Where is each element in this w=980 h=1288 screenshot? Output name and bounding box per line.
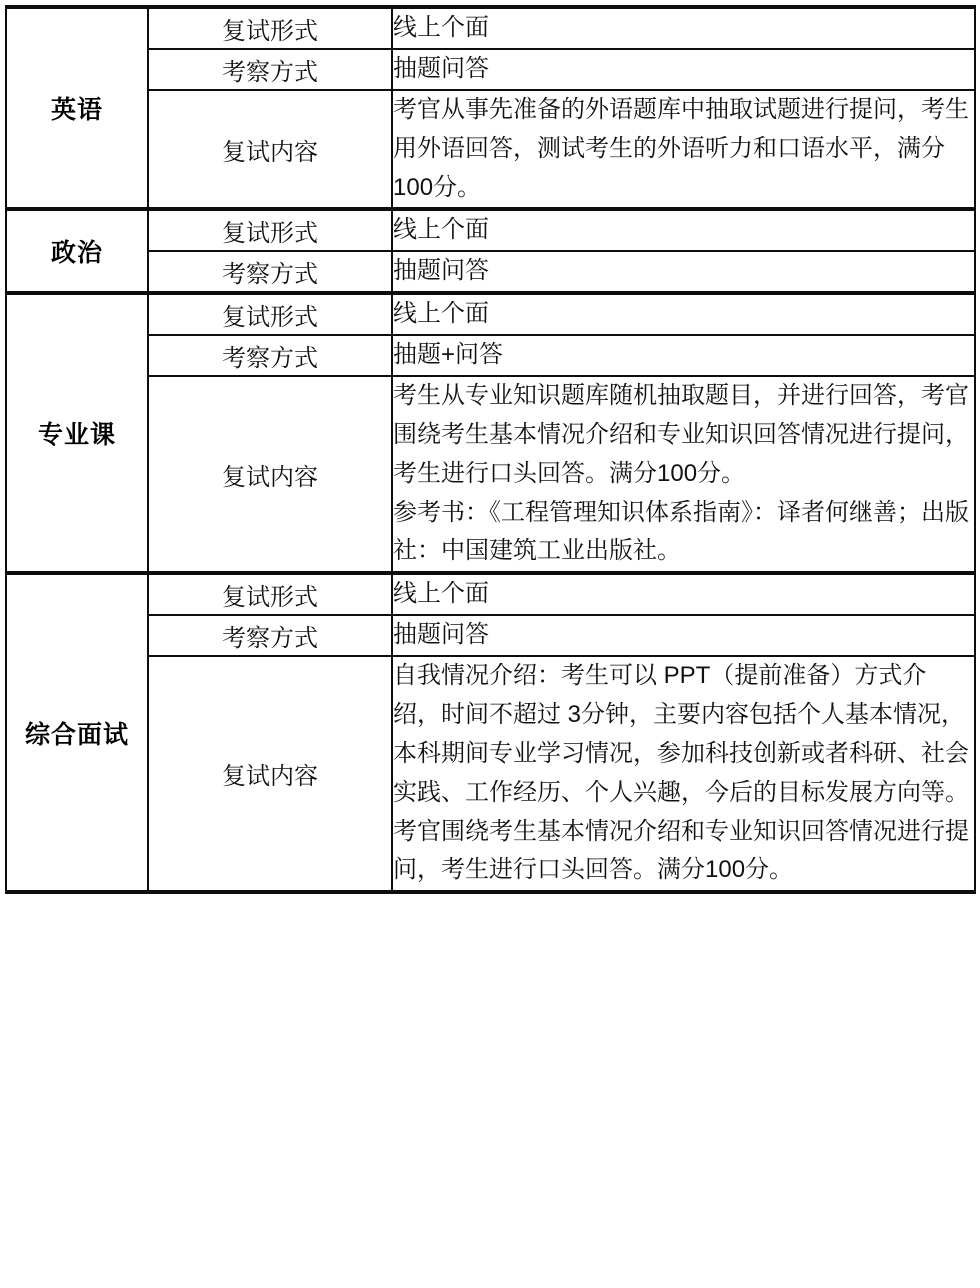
content-paragraph: 考生从专业知识题库随机抽取题目，并进行回答，考官围绕考生基本情况介绍和专业知识回答情况进行提问，考生进行口头回答。满分100分。 xyxy=(393,381,969,487)
row-content-cell xyxy=(392,335,975,376)
row-content-cell xyxy=(392,656,975,892)
row-label-cell: 考察方式 xyxy=(148,335,392,376)
content-paragraph: 线上个面 xyxy=(393,14,489,41)
table-row xyxy=(6,293,975,335)
row-content-cell xyxy=(392,90,975,210)
table-row xyxy=(6,656,975,892)
row-label-cell: 复试内容 xyxy=(148,656,392,892)
subject-section xyxy=(6,293,975,573)
row-content-cell xyxy=(392,49,975,90)
row-label-cell: 考察方式 xyxy=(148,251,392,293)
content-paragraph: 自我情况介绍：考生可以 PPT（提前准备）方式介绍，时间不超过 3分钟，主要内容包括个人基本情况，本科期间专业学习情况，参加科技创新或者科研、社会实践、工作经历、个人兴趣，今后的目标发展方向等。考官围绕考生基本情况介绍和专业知识回答情况进行提问，考生进行口头回答。满分100分。 xyxy=(393,662,969,884)
row-content-cell xyxy=(392,209,975,251)
content-paragraph: 参考书：《工程管理知识体系指南》：译者何继善；出版社：中国建筑工业出版社。 xyxy=(393,498,969,565)
table-row xyxy=(6,615,975,656)
row-label-cell: 复试形式 xyxy=(148,209,392,251)
row-label-cell: 复试内容 xyxy=(148,376,392,573)
content-paragraph: 考官从事先准备的外语题库中抽取试题进行提问，考生用外语回答，测试考生的外语听力和口语水平，满分100分。 xyxy=(393,95,969,201)
content-paragraph: 抽题问答 xyxy=(393,257,489,285)
content-paragraph: 抽题问答 xyxy=(393,621,489,649)
table-row xyxy=(6,7,975,49)
row-label-cell: 复试形式 xyxy=(148,573,392,615)
row-content-cell xyxy=(392,615,975,656)
table-row xyxy=(6,209,975,251)
row-content-cell xyxy=(392,7,975,49)
subject-section xyxy=(6,209,975,293)
row-label-cell: 考察方式 xyxy=(148,49,392,90)
exam-schedule-table xyxy=(5,5,976,894)
table-row xyxy=(6,49,975,90)
row-content-cell xyxy=(392,293,975,335)
table-row xyxy=(6,90,975,210)
row-label-cell: 复试形式 xyxy=(148,7,392,49)
table-row xyxy=(6,376,975,573)
row-content-cell xyxy=(392,376,975,573)
table-row xyxy=(6,573,975,615)
table-row xyxy=(6,335,975,376)
content-paragraph: 线上个面 xyxy=(393,300,489,328)
row-label-cell: 复试形式 xyxy=(148,293,392,335)
content-paragraph: 线上个面 xyxy=(393,216,489,244)
subject-name-cell: 英语 xyxy=(6,7,148,209)
row-content-cell xyxy=(392,251,975,293)
content-paragraph: 抽题问答 xyxy=(393,54,489,82)
content-paragraph: 抽题+问答 xyxy=(393,341,504,368)
subject-name-cell: 专业课 xyxy=(6,293,148,573)
subject-section xyxy=(6,573,975,892)
subject-name-cell: 政治 xyxy=(6,209,148,293)
subject-name-cell: 综合面试 xyxy=(6,573,148,892)
content-paragraph: 线上个面 xyxy=(393,580,489,608)
row-label-cell: 考察方式 xyxy=(148,615,392,656)
subject-section xyxy=(6,7,975,209)
row-label-cell: 复试内容 xyxy=(148,90,392,210)
table-row xyxy=(6,251,975,293)
row-content-cell xyxy=(392,573,975,615)
